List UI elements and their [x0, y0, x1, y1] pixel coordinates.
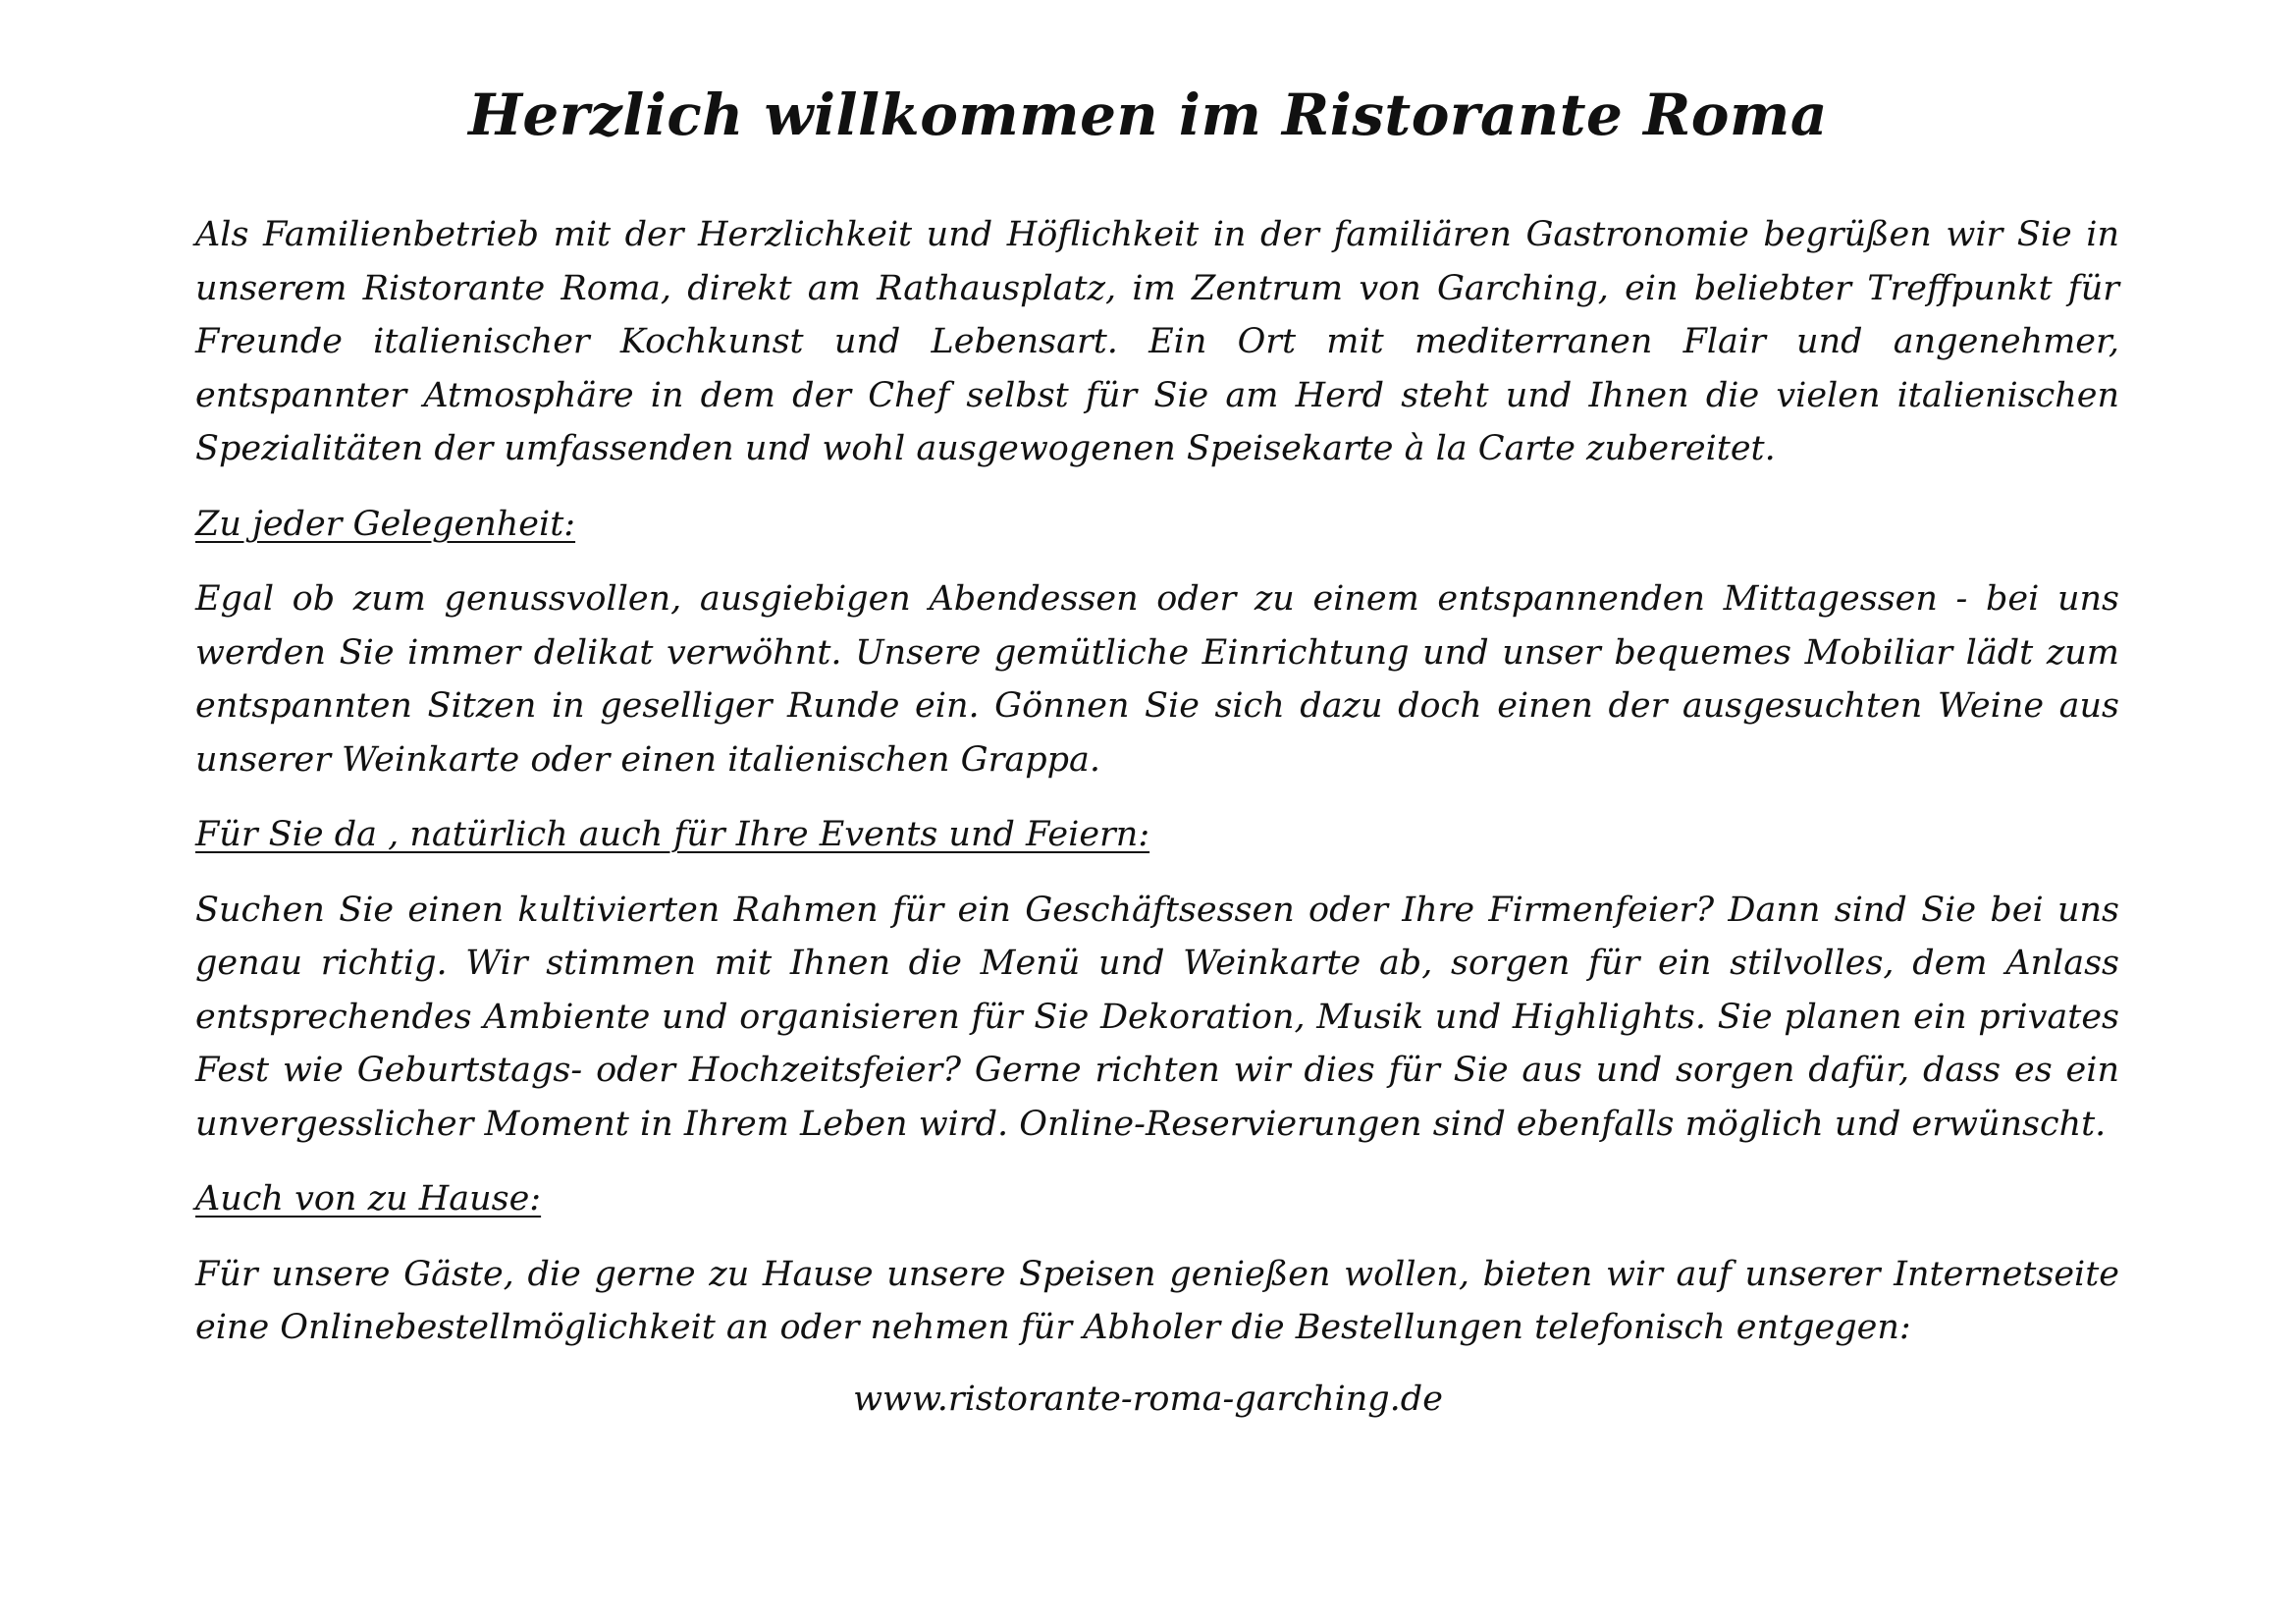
website-url: www.ristorante-roma-garching.de: [853, 1380, 1443, 1419]
document-body: [195, 208, 2119, 1355]
home-heading: Auch von zu Hause:: [195, 1179, 542, 1218]
events-heading: Für Sie da , natürlich auch für Ihre Events und Feiern:: [195, 815, 1150, 854]
events-paragraph: Suchen Sie einen kultivierten Rahmen für ein Geschäftsessen oder Ihre Firmenfeier? Dann sind Sie bei uns genau richtig. Wir stimmen mit Ihnen die Menü und Weinkarte ab, sorgen für ein stilvolles, dem Anlass entsprechendes Ambiente und organisieren für Sie Dekoration, Musik und Highlights. Sie planen ein privates Fest wie Geburtstags- oder Hochzeitsfeier? Gerne richten wir dies für Sie aus und sorgen dafür, dass es ein unvergesslicher Moment in Ihrem Leben wird. Online-Reservierungen sind ebenfalls möglich und erwünscht.: [195, 890, 2119, 1144]
intro-paragraph: Als Familienbetrieb mit der Herzlichkeit und Höflichkeit in der familiären Gastronomie begrüßen wir Sie in unserem Ristorante Roma, direkt am Rathausplatz, im Zentrum von Garching, ein beliebter Treffpunkt für Freunde italienischer Kochkunst und Lebensart. Ein Ort mit mediterranen Flair und angenehmer, entspannter Atmosphäre in dem der Chef selbst für Sie am Herd steht und Ihnen die vielen italienischen Spezialitäten der umfassenden und wohl ausgewogenen Speisekarte à la Carte zubereitet.: [195, 215, 2119, 468]
home-paragraph: Für unsere Gäste, die gerne zu Hause unsere Speisen genießen wollen, bieten wir auf unserer Internetseite eine Onlinebestellmöglichkeit an oder nehmen für Abholer die Bestellungen telefonisch entgegen:: [195, 1254, 2119, 1347]
occasion-paragraph: Egal ob zum genussvollen, ausgiebigen Abendessen oder zu einem entspannenden Mittagessen - bei uns werden Sie immer delikat verwöhnt. Unsere gemütliche Einrichtung und unser bequemes Mobiliar lädt zum entspannten Sitzen in geselliger Runde ein. Gönnen Sie sich dazu doch einen der ausgesuchten Weine aus unserer Weinkarte oder einen italienischen Grappa.: [195, 579, 2119, 780]
page-title: Herzlich willkommen im Ristorante Roma: [468, 81, 1828, 148]
occasion-heading: Zu jeder Gelegenheit:: [195, 504, 576, 544]
